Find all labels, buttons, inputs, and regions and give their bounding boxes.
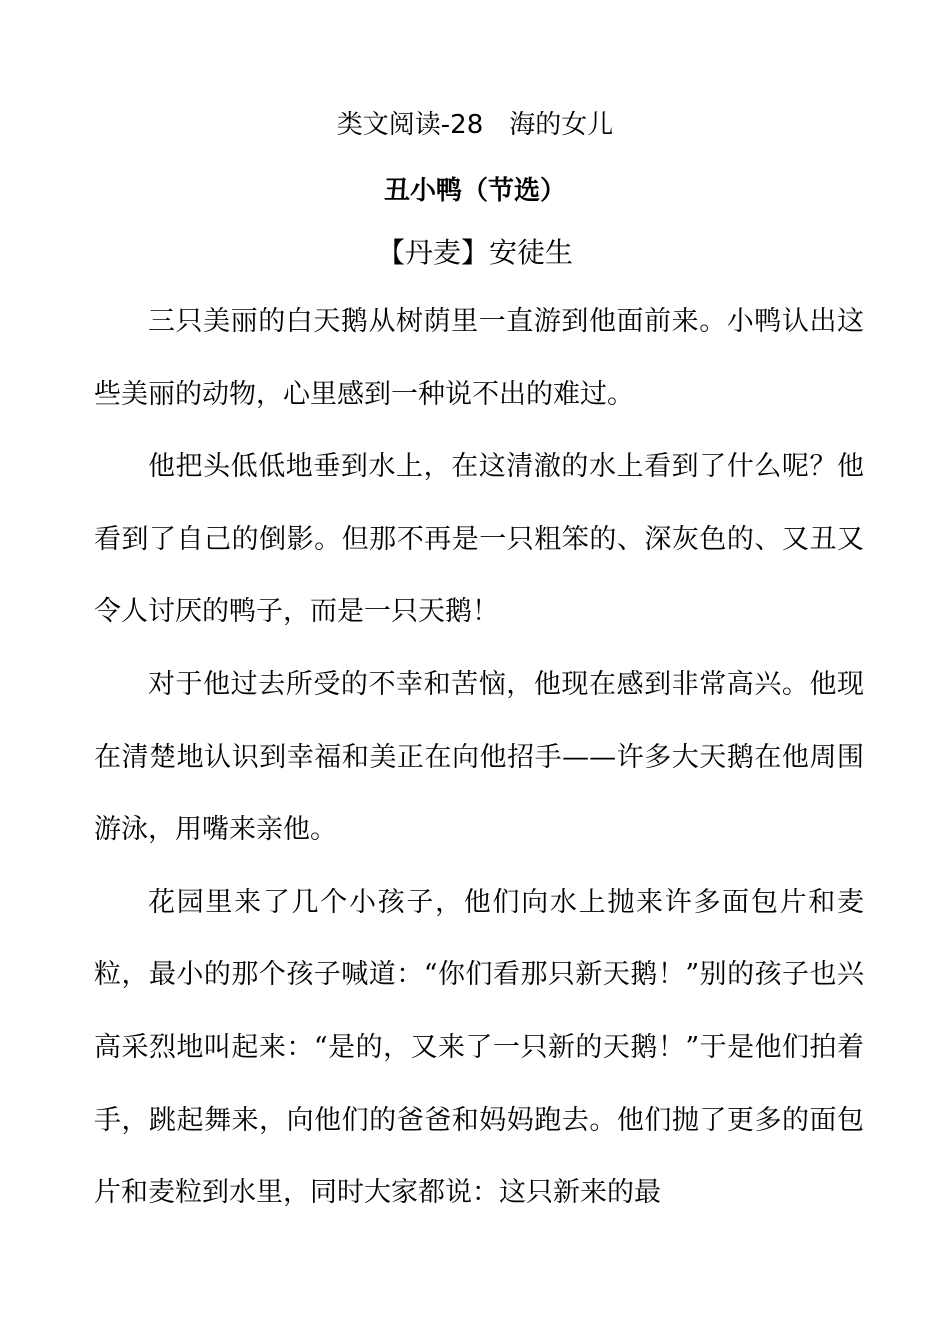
paragraph: 花园里来了几个小孩子，他们向水上抛来许多面包片和麦粒，最小的那个孩子喊道：“你们看那只新天鹅！”别的孩子也兴高采烈地叫起来：“是的，又来了一只新的天鹅！”于是他们拍着手，跳起舞来，向他们的爸爸和妈妈跑去。他们抛了更多的面包片和麦粒到水里，同时大家都说：这只新来的最 — [94, 886, 864, 1209]
paragraph: 三只美丽的白天鹅从树荫里一直游到他面前来。小鸭认出这些美丽的动物，心里感到一种说不出的难过。 — [94, 306, 864, 410]
author-line: 【丹麦】安徒生 — [376, 236, 573, 269]
article-body — [94, 286, 864, 1230]
document-subtitle: 丑小鸭（节选） — [383, 176, 566, 206]
document-title: 类文阅读-28 海的女儿 — [336, 110, 614, 140]
paragraph: 他把头低低地垂到水上，在这清澈的水上看到了什么呢？他看到了自己的倒影。但那不再是一只粗笨的、深灰色的、又丑又令人讨厌的鸭子，而是一只天鹅！ — [94, 451, 864, 628]
paragraph: 对于他过去所受的不幸和苦恼，他现在感到非常高兴。他现在清楚地认识到幸福和美正在向他招手——许多大天鹅在他周围游泳，用嘴来亲他。 — [94, 668, 864, 846]
